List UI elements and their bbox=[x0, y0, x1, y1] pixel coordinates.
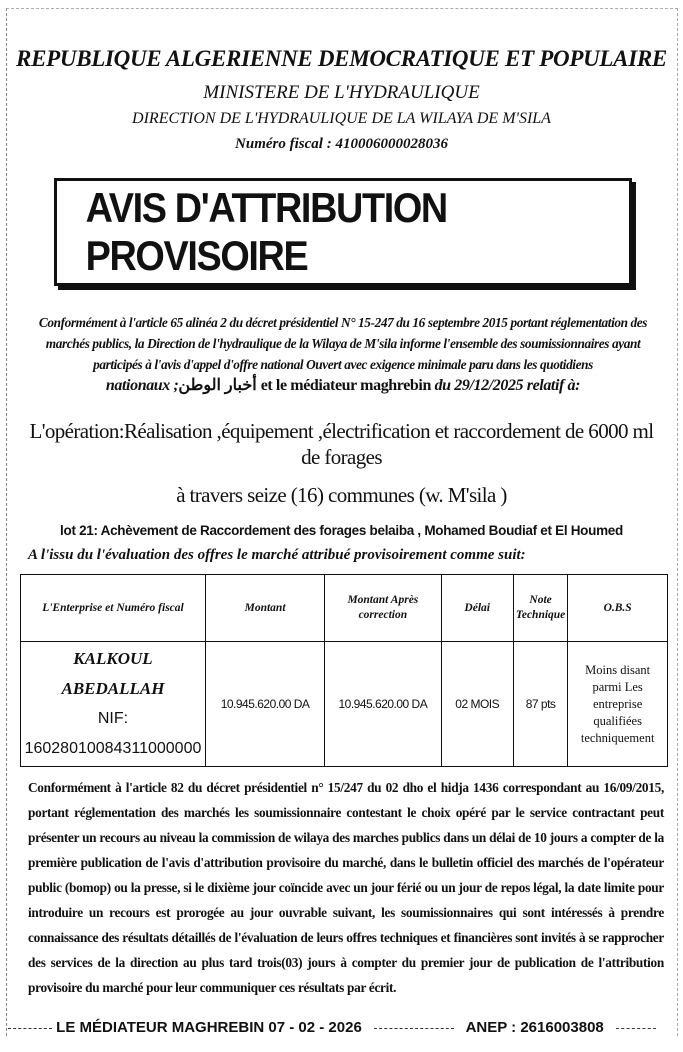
operation-line-1: L'opération:Réalisation ,équipement ,électrification et raccordement de 6000 ml de forages bbox=[29, 419, 654, 469]
anep-number: ANEP : 2616003808 bbox=[465, 1019, 604, 1036]
intro-mid: et le médiateur maghrebin bbox=[256, 377, 435, 394]
republic-heading: REPUBLIQUE ALGERIENNE DEMOCRATIQUE ET POPULAIRE bbox=[16, 46, 667, 71]
publication-info: LE MÉDIATEUR MAGHREBIN 07 - 02 - 2026 bbox=[56, 1019, 362, 1036]
table-header-row bbox=[21, 575, 668, 642]
lot-description: lot 21: Achèvement de Raccordement des forages belaiba , Mohamed Boudiaf et El Houmed bbox=[60, 523, 623, 538]
table-row bbox=[21, 642, 668, 767]
header-delay: Délai bbox=[441, 575, 513, 642]
footer-divider bbox=[616, 1028, 656, 1029]
intro-prefix: nationaux ; bbox=[105, 377, 179, 394]
nif-value: 16028010084311000000 bbox=[24, 740, 202, 757]
header-obs: O.B.S bbox=[568, 575, 668, 642]
amount-cell: 10.945.620.00 DA bbox=[205, 642, 324, 767]
delay-cell: 02 MOIS bbox=[441, 642, 513, 767]
footer-divider bbox=[374, 1028, 454, 1029]
amount-corrected-cell: 10.945.620.00 DA bbox=[325, 642, 441, 767]
footer bbox=[0, 1018, 683, 1038]
operation-line-2: à travers seize (16) communes (w. M'sila ) bbox=[176, 483, 507, 507]
attribution-table bbox=[20, 574, 668, 767]
score-cell: 87 pts bbox=[513, 642, 567, 767]
evaluation-intro: A l'issu du l'évaluation des offres le marché attribué provisoirement comme suit: bbox=[28, 547, 526, 563]
ministry-heading: MINISTERE DE L'HYDRAULIQUE bbox=[203, 82, 480, 103]
fiscal-number: Numéro fiscal : 410006000028036 bbox=[235, 136, 448, 152]
intro-text: Conformément à l'article 65 alinéa 2 du décret présidentiel N° 15-247 du 16 septembre 2015 portant réglementation des marchés publics, la Direction de l'hydraulique de la Wilaya de M'sila informe l'ensemble des soumissionnaires ayant participés à l'avis d'appel d'offre national Ouvert avec exigence minimale paru dans les quotidiens bbox=[38, 315, 648, 372]
nif-label: NIF: bbox=[97, 710, 129, 727]
obs-cell: Moins disant parmi Les entreprise qualifiées techniquement bbox=[568, 642, 668, 767]
enterprise-cell bbox=[21, 642, 206, 767]
header-amount: Montant bbox=[205, 575, 324, 642]
page-title: AVIS D'ATTRIBUTION PROVISOIRE bbox=[85, 184, 447, 279]
direction-heading: DIRECTION DE L'HYDRAULIQUE DE LA WILAYA DE M'SILA bbox=[132, 110, 551, 127]
intro-paragraph bbox=[28, 312, 658, 396]
header-amount-corrected: Montant Après correction bbox=[325, 575, 441, 642]
intro-date: du 29/12/2025 relatif à: bbox=[434, 377, 581, 394]
header-enterprise: L'Enterprise et Numéro fiscal bbox=[21, 575, 206, 642]
header-technical-score: Note Technique bbox=[513, 575, 567, 642]
recourse-paragraph: Conformément à l'article 82 du décret présidentiel n° 15/247 du 02 dho el hidja 1436 correspondant au 16/09/2015, portant réglementation des marchés les soumissionnaire contestant le choix opéré par le service contractant peut présenter un recours au niveau la commission de wilaya des marches publics dans un délai de 10 jours a compter de la première publication de l'avis d'attribution provisoire du marché, dans le bulletin officiel des marchés de l'opérateur public (bomop) ou la presse, si le dixième jour coïncide avec un jour férié ou un jour de repos légal, la date limite pour introduire un recours est prorogée au jour ouvrable suivant, les soumissionnaires qui sont intéressés à prendre connaissance des résultats détaillés de l'évaluation de leurs offres techniques et financières sont invités à se rapprocher des services de la direction au plus tard trois(03) jours à compter du premier jour de publication de l'attribution provisoire du marché pour leur communiquer ces résultats par écrit. bbox=[28, 780, 664, 995]
arabic-newspaper: أخبار الوطن bbox=[178, 377, 257, 394]
intro-last-line bbox=[106, 377, 580, 394]
footer-divider bbox=[8, 1028, 52, 1029]
enterprise-name: KALKOUL ABEDALLAH bbox=[61, 649, 165, 698]
